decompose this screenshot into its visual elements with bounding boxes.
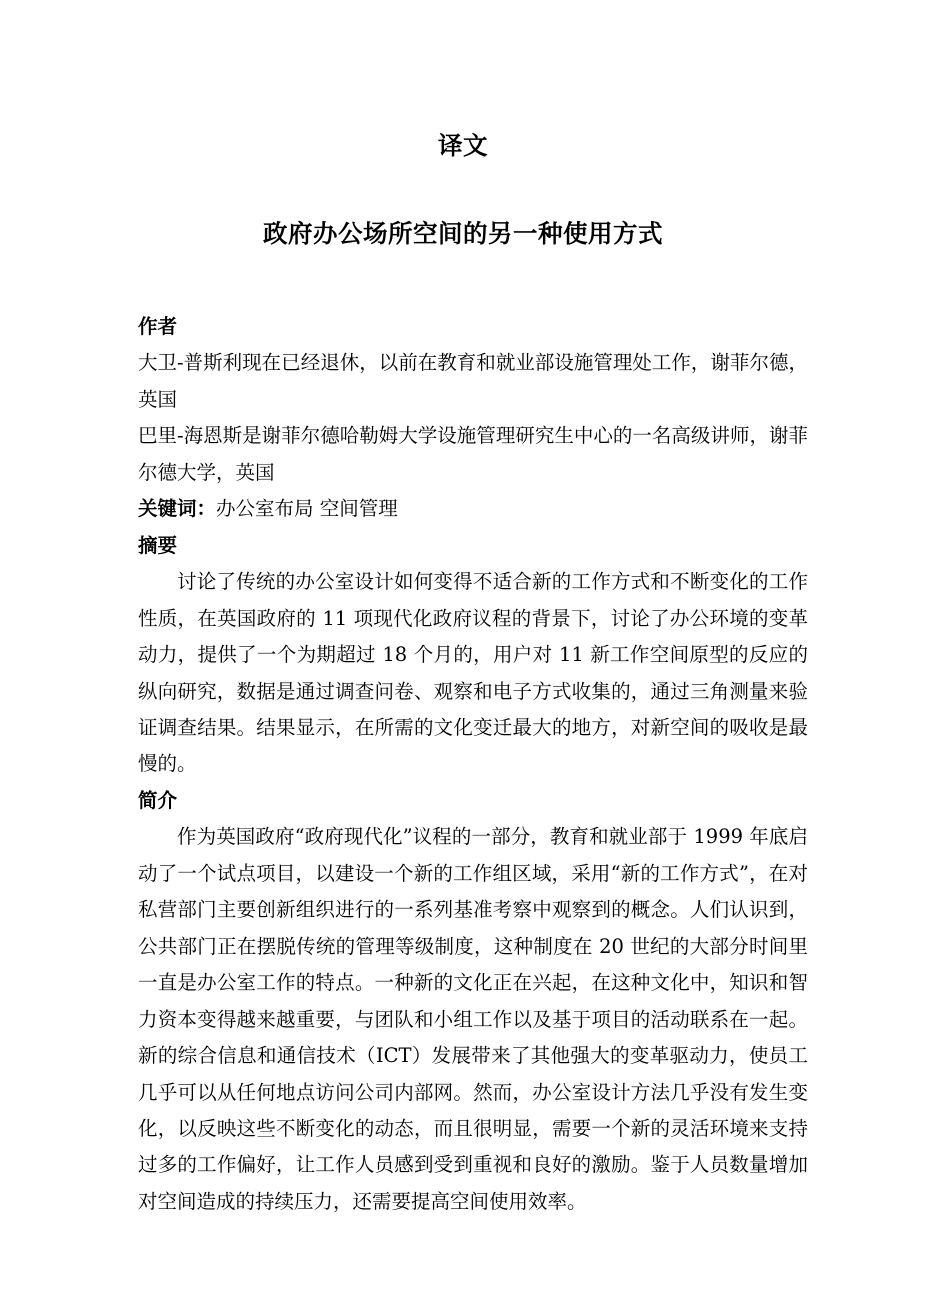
abstract-paragraph: 讨论了传统的办公室设计如何变得不适合新的工作方式和不断变化的工作性质，在英国政府的 11 项现代化政府议程的背景下，讨论了办公环境的变革动力，提供了一个为期超过 18 个月的，用户对 11 新工作空间原型的反应的纵向研究，数据是通过调查问卷、观察和电子方式收集的，通过三角测量来验证调查结果。结果显示，在所需的文化变迁最大的地方，对新空间的吸收是最慢的。 <box>138 570 808 776</box>
keywords-text: 办公室布局 空间管理 <box>216 497 398 521</box>
doc-title: 译文 <box>438 131 488 160</box>
authors-heading: 作者 <box>138 315 178 338</box>
abstract-heading: 摘要 <box>138 533 178 557</box>
doc-subtitle: 政府办公场所空间的另一种使用方式 <box>263 219 663 248</box>
introduction-paragraph: 作为英国政府“政府现代化”议程的一部分，教育和就业部于 1999 年底启动了一个试点项目，以建设一个新的工作组区域，采用“新的工作方式”，在对私营部门主要创新组织进行的一系列基准考察中观察到的概念。人们认识到，公共部门正在摆脱传统的管理等级制度，这种制度在 20 世纪的大部分时间里一直是办公室工作的特点。一种新的文化正在兴起，在这种文化中，知识和智力资本变得越来越重要，与团队和小组工作以及基于项目的活动联系在一起。新的综合信息和通信技术（ICT）发展带来了其他强大的变革驱动力，使员工几乎可以从任何地点访问公司内部网。然而，办公室设计方法几乎没有发生变化，以反映这些不断变化的动态，而且很明显，需要一个新的灵活环境来支持过多的工作偏好，让工作人员感到受到重视和良好的激励。鉴于人员数量增加对空间造成的持续压力，还需要提高空间使用效率。 <box>138 825 808 1213</box>
keywords-line <box>138 491 808 527</box>
keywords-label: 关键词： <box>138 497 217 521</box>
introduction-heading: 简介 <box>138 788 178 812</box>
doc-body <box>138 309 808 1220</box>
author-paragraph-2: 巴里-海恩斯是谢菲尔德哈勒姆大学设施管理研究生中心的一名高级讲师，谢菲尔德大学，英国 <box>138 424 808 484</box>
author-paragraph-1: 大卫-普斯利现在已经退休，以前在教育和就业部设施管理处工作，谢菲尔德，英国 <box>138 351 808 411</box>
